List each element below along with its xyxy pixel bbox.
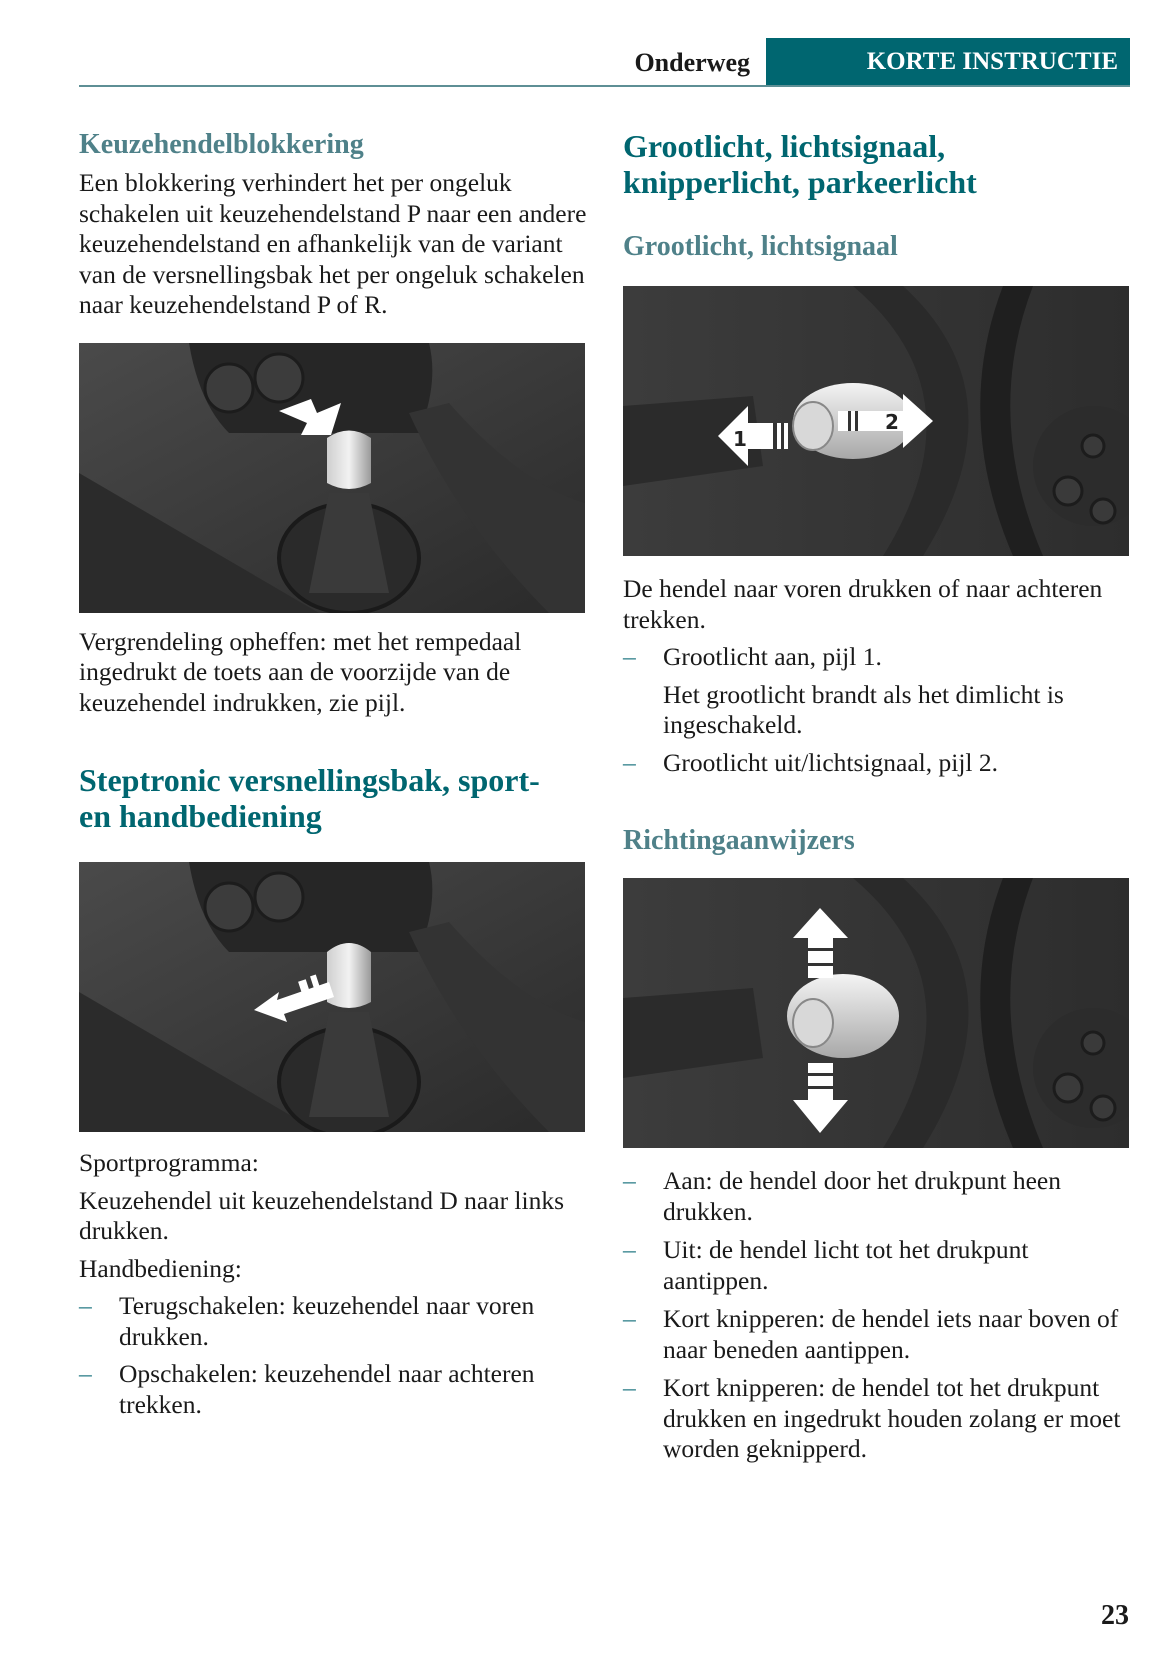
list-item-text: Opschakelen: keuzehendel naar achteren trekken. xyxy=(119,1359,535,1419)
gear-selector-illustration xyxy=(79,343,585,613)
heading-line: knipperlicht, parkeerlicht xyxy=(623,164,977,200)
heading-grootlicht: Grootlicht, lichtsignaal xyxy=(623,231,898,262)
heading-line: Grootlicht, lichtsignaal, xyxy=(623,128,946,164)
chapter-tab: KORTE INSTRUCTIE xyxy=(766,38,1130,86)
high-beam-figure xyxy=(623,286,1129,556)
high-beam-paragraph: De hendel naar voren drukken of naar achteren trekken. xyxy=(623,574,1103,634)
unlock-caption: Vergrendeling opheffen: met het rempedaal ingedrukt de toets aan de voorzijde van de keuzehendel indrukken, zie pijl. xyxy=(79,626,522,717)
list-item-text: Uit: de hendel licht tot het drukpunt aantippen. xyxy=(663,1235,1029,1295)
sport-label: Sportprogramma: xyxy=(79,1148,259,1177)
dash-bullet: – xyxy=(623,1166,636,1195)
list-item-text: Grootlicht aan, pijl 1. xyxy=(663,642,882,671)
list-item-subtext: Het grootlicht brandt als het dimlicht is ingeschakeld. xyxy=(663,679,1064,739)
list-item-text: Aan: de hendel door het drukpunt heen drukken. xyxy=(663,1166,1061,1226)
list-item xyxy=(623,748,1133,779)
heading-keuzehendelblokkering: Keuzehendelblokkering xyxy=(79,129,364,160)
left-column xyxy=(79,128,589,1420)
manual-list xyxy=(79,1291,589,1420)
heading-line: en handbediening xyxy=(79,798,322,834)
list-item xyxy=(623,1166,1133,1227)
gear-selector-push-left-illustration xyxy=(79,862,585,1132)
list-item-text: Grootlicht uit/lichtsignaal, pijl 2. xyxy=(663,747,998,777)
list-item xyxy=(79,1359,589,1420)
heading-line: Steptronic versnellingsbak, sport- xyxy=(79,762,540,798)
turn-signal-list xyxy=(623,1166,1133,1465)
dash-bullet: – xyxy=(623,1304,636,1333)
list-item-text: Kort knipperen: de hendel iets naar boven of naar beneden aantippen. xyxy=(663,1304,1119,1364)
list-item xyxy=(79,1291,589,1352)
heading-richtingaanwijzers: Richtingaanwijzers xyxy=(623,825,855,856)
dash-bullet: – xyxy=(623,1235,636,1264)
list-item xyxy=(623,1235,1133,1296)
dash-bullet: – xyxy=(623,747,636,777)
list-item-text: Kort knipperen: de hendel tot het drukpunt drukken en ingedrukt houden zolang er moet worden geknipperd. xyxy=(663,1373,1121,1463)
sport-text: Keuzehendel uit keuzehendelstand D naar links drukken. xyxy=(79,1185,565,1245)
arrow-1-label: 1 xyxy=(733,427,747,451)
gear-lock-figure xyxy=(79,343,585,613)
lock-paragraph: Een blokkering verhindert het per ongeluk schakelen uit keuzehendelstand P naar een andere keuzehendelstand en afhankelijk van de variant van de versnellingsbak het per ongeluk schakelen naar keuzehendelstand P of R. xyxy=(79,168,587,319)
dash-bullet: – xyxy=(623,642,636,671)
steptronic-figure xyxy=(79,862,585,1132)
header-rule xyxy=(79,85,1130,87)
dash-bullet: – xyxy=(79,1359,92,1388)
stalk-up-down-illustration xyxy=(623,878,1129,1148)
manual-label: Handbediening: xyxy=(79,1253,242,1283)
dash-bullet: – xyxy=(79,1291,92,1320)
high-beam-list xyxy=(623,642,1133,778)
stalk-forward-back-illustration xyxy=(623,286,1129,556)
list-item xyxy=(623,1304,1133,1365)
heading-steptronic xyxy=(79,762,589,834)
right-column xyxy=(623,128,1133,1465)
heading-lights xyxy=(623,128,1133,200)
page-number: 23 xyxy=(1101,1600,1129,1631)
list-item-text: Terugschakelen: keuzehendel naar voren drukken. xyxy=(119,1291,535,1351)
arrow-2-label: 2 xyxy=(885,410,899,434)
list-item xyxy=(623,1373,1133,1465)
list-item xyxy=(623,642,1133,741)
section-title: Onderweg xyxy=(634,48,750,77)
turn-signal-figure xyxy=(623,878,1129,1148)
dash-bullet: – xyxy=(623,1373,636,1402)
